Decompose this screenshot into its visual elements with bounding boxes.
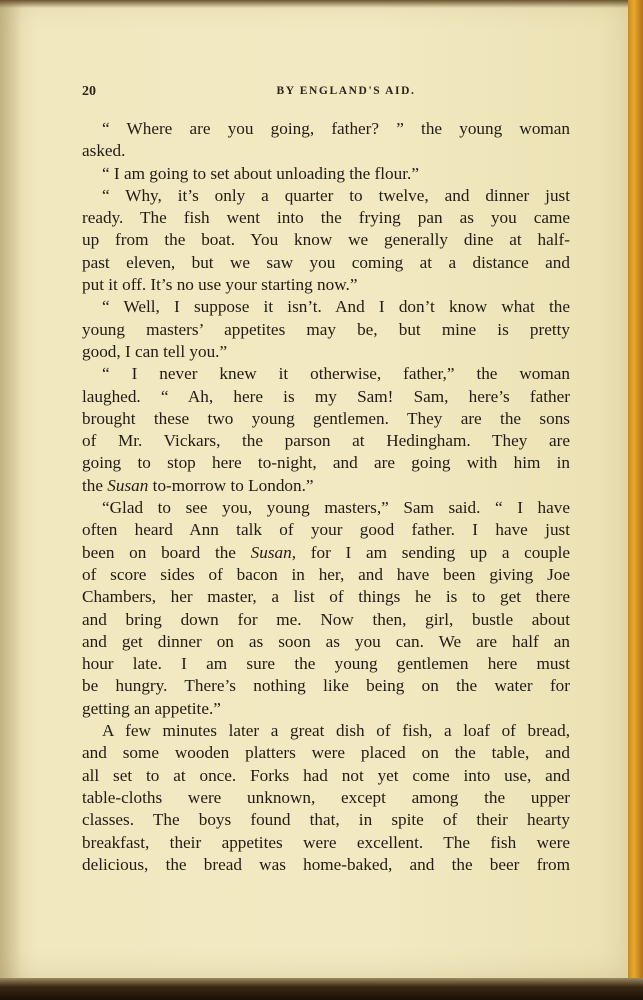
text-line: asked. (82, 141, 126, 161)
text-line: brought these two young gentlemen. They are the sons (82, 408, 570, 428)
text-line (82, 542, 570, 564)
page-gutter-shadow (0, 0, 22, 978)
text-line: put it off. It’s no use your starting now.” (82, 275, 358, 295)
text-line: “Glad to see you, young masters,” Sam said. “ I have (102, 498, 570, 518)
text-line: “ Well, I suppose it isn’t. And I don’t know what the (102, 297, 570, 317)
text-segment: the (82, 475, 108, 495)
text-line: “ Why, it’s only a quarter to twelve, and dinner just (102, 185, 570, 205)
text-line: all set to at once. Forks had not yet come into use, and (82, 765, 570, 785)
text-line (82, 475, 570, 497)
text-line: “ Where are you going, father? ” the young woman (102, 119, 570, 138)
italic-text: Susan (107, 475, 149, 495)
text-line: ready. The fish went into the frying pan as you came (82, 208, 570, 228)
text-line: A few minutes later a great dish of fish, a loaf of bread, (102, 721, 570, 741)
text-line: “ I never knew it otherwise, father,” the woman (102, 364, 570, 384)
text-segment: to-morrow to London.” (148, 475, 314, 495)
page-number: 20 (82, 84, 96, 99)
book-spine-edge (628, 0, 643, 1000)
text-line: getting an appetite.” (82, 698, 221, 718)
text-line: Chambers, her master, a list of things he is to get there (82, 587, 570, 607)
text-line: good, I can tell you.” (82, 341, 228, 361)
text-line: up from the boat. You know we generally dine at half- (82, 230, 570, 250)
text-segment: for I am sending up a couple (296, 542, 570, 562)
text-line: laughed. “ Ah, here is my Sam! Sam, here’s father (82, 386, 570, 406)
text-line: classes. The boys found that, in spite of their hearty (82, 810, 570, 830)
text-line: be hungry. There’s nothing like being on the water for (82, 676, 570, 696)
running-head (82, 84, 570, 104)
page-top-shadow (0, 0, 628, 8)
text-line: of Mr. Vickars, the parson at Hedingham. They are (82, 431, 570, 451)
text-line: young masters’ appetites may be, but mine is pretty (82, 319, 570, 339)
text-line: and get dinner on as soon as you can. We are half an (82, 631, 570, 651)
text-line: “ I am going to set about unloading the flour.” (102, 163, 419, 183)
text-line: breakfast, their appetites were excellent. The fish were (82, 832, 570, 852)
text-line: past eleven, but we saw you coming at a distance and (82, 252, 570, 272)
text-line: of score sides of bacon in her, and have been giving Joe (82, 564, 570, 584)
text-line: going to stop here to-night, and are going with him in (82, 453, 570, 473)
page-bottom-edge (0, 978, 643, 1000)
text-line: delicious, the bread was home-baked, and the beer from (82, 854, 570, 874)
text-line: hour late. I am sure the young gentlemen here must (82, 654, 570, 674)
text-line: and some wooden platters were placed on the table, and (82, 743, 570, 763)
body-text (82, 118, 570, 876)
text-line: often heard Ann talk of your good father. I have just (82, 520, 570, 540)
text-line: and bring down for me. Now then, girl, bustle about (82, 609, 570, 629)
running-title: BY ENGLAND'S AID. (276, 85, 416, 97)
text-line: table-cloths were unknown, except among the upper (82, 787, 570, 807)
text-segment: been on board the (82, 542, 251, 562)
italic-text: Susan, (250, 542, 297, 562)
